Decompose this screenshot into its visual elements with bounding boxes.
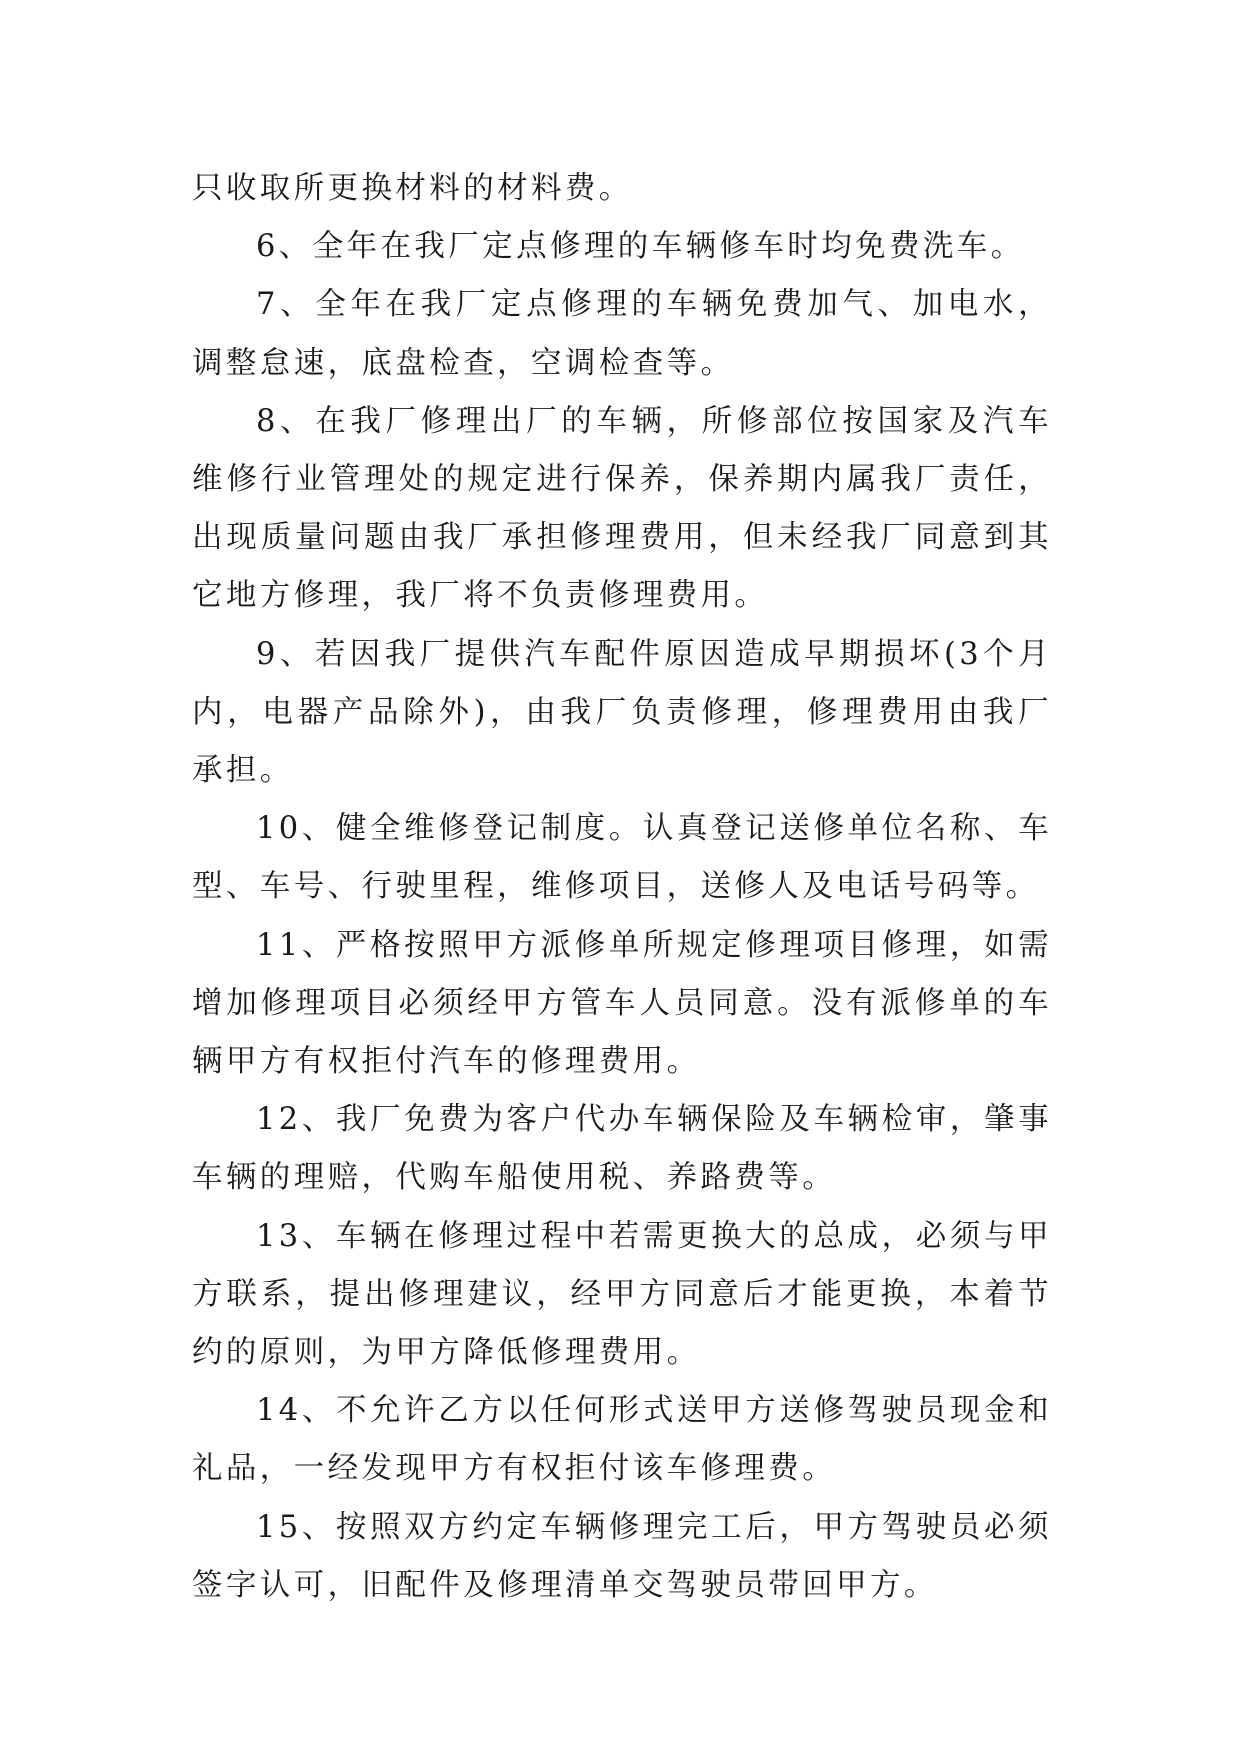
paragraph-item-11: 11、严格按照甲方派修单所规定修理项目修理，如需增加修理项目必须经甲方管车人员同意。没有派修单的车辆甲方有权拒付汽车的修理费用。 [192,927,1052,1080]
paragraph-item-9: 9、若因我厂提供汽车配件原因造成早期损坏(3个月内，电器产品除外)，由我厂负责修理，修理费用由我厂承担。 [192,636,1052,789]
paragraph-continuation: 只收取所更换材料的材料费。 [192,171,633,206]
document-body [192,160,1052,1615]
paragraph-item-12: 12、我厂免费为客户代办车辆保险及车辆检审，肇事车辆的理赔，代购车船使用税、养路费等。 [192,1102,1052,1196]
paragraph-item-13: 13、车辆在修理过程中若需更换大的总成，必须与甲方联系，提出修理建议，经甲方同意后才能更换，本着节约的原则，为甲方降低修理费用。 [192,1218,1052,1371]
paragraph-item-6: 6、全年在我厂定点修理的车辆修车时均免费洗车。 [256,229,1025,265]
paragraph-item-15: 15、按照双方约定车辆修理完工后，甲方驾驶员必须签字认可，旧配件及修理清单交驾驶员带回甲方。 [192,1509,1052,1603]
paragraph-item-8: 8、在我厂修理出厂的车辆，所修部位按国家及汽车维修行业管理处的规定进行保养，保养期内属我厂责任，出现质量问题由我厂承担修理费用，但未经我厂同意到其它地方修理，我厂将不负责修理费用。 [192,403,1052,614]
paragraph-item-10: 10、健全维修登记制度。认真登记送修单位名称、车型、车号、行驶里程，维修项目，送修人及电话号码等。 [192,811,1052,905]
paragraph-item-7: 7、全年在我厂定点修理的车辆免费加气、加电水，调整怠速，底盘检查，空调检查等。 [192,287,1052,381]
paragraph-item-14: 14、不允许乙方以任何形式送甲方送修驾驶员现金和礼品，一经发现甲方有权拒付该车修理费。 [192,1393,1052,1487]
